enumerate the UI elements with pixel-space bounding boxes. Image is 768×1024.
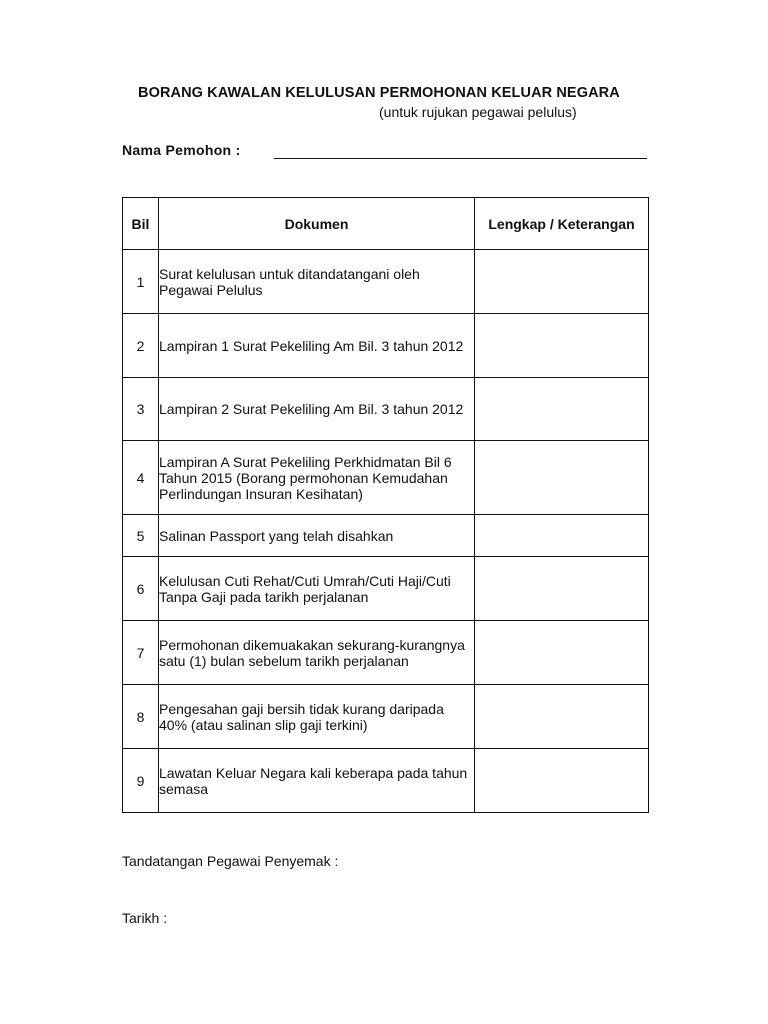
row-document: Permohonan dikemuakakan sekurang-kurangnya satu (1) bulan sebelum tarikh perjalanan [159, 621, 475, 685]
applicant-name-field[interactable] [274, 158, 647, 159]
row-document: Surat kelulusan untuk ditandatangani oleh Pegawai Pelulus [159, 250, 475, 314]
row-remarks-cell[interactable] [475, 378, 649, 441]
table-header-row [123, 198, 649, 250]
row-number: 5 [123, 515, 159, 557]
applicant-name-label: Nama Pemohon : [122, 142, 241, 158]
table-row [123, 515, 649, 557]
row-document: Lampiran 1 Surat Pekeliling Am Bil. 3 tahun 2012 [159, 314, 475, 378]
row-number: 9 [123, 749, 159, 813]
row-number: 4 [123, 441, 159, 515]
date-label: Tarikh : [122, 910, 168, 926]
row-document: Pengesahan gaji bersih tidak kurang daripada 40% (atau salinan slip gaji terkini) [159, 685, 475, 749]
row-document: Lampiran A Surat Pekeliling Perkhidmatan Bil 6 Tahun 2015 (Borang permohonan Kemudahan Perlindungan Insuran Kesihatan) [159, 441, 475, 515]
document-checklist-table [122, 197, 649, 813]
row-remarks-cell[interactable] [475, 314, 649, 378]
form-subtitle: (untuk rujukan pegawai pelulus) [379, 104, 577, 120]
row-remarks-cell[interactable] [475, 621, 649, 685]
row-number: 6 [123, 557, 159, 621]
row-remarks-cell[interactable] [475, 749, 649, 813]
row-number: 3 [123, 378, 159, 441]
row-number: 1 [123, 250, 159, 314]
row-remarks-cell[interactable] [475, 685, 649, 749]
row-document: Kelulusan Cuti Rehat/Cuti Umrah/Cuti Haji/Cuti Tanpa Gaji pada tarikh perjalanan [159, 557, 475, 621]
header-remarks: Lengkap / Keterangan [475, 198, 649, 250]
table-row [123, 749, 649, 813]
header-bil: Bil [123, 198, 159, 250]
row-document: Lampiran 2 Surat Pekeliling Am Bil. 3 tahun 2012 [159, 378, 475, 441]
table-row [123, 557, 649, 621]
row-remarks-cell[interactable] [475, 515, 649, 557]
row-document: Lawatan Keluar Negara kali keberapa pada tahun semasa [159, 749, 475, 813]
header-document: Dokumen [159, 198, 475, 250]
row-remarks-cell[interactable] [475, 557, 649, 621]
table-row [123, 314, 649, 378]
row-number: 7 [123, 621, 159, 685]
table-row [123, 685, 649, 749]
row-remarks-cell[interactable] [475, 250, 649, 314]
row-number: 8 [123, 685, 159, 749]
table-row [123, 621, 649, 685]
signature-label: Tandatangan Pegawai Penyemak : [122, 853, 339, 869]
row-number: 2 [123, 314, 159, 378]
table-row [123, 250, 649, 314]
table-row [123, 378, 649, 441]
form-title: BORANG KAWALAN KELULUSAN PERMOHONAN KELUAR NEGARA [138, 85, 620, 101]
row-document: Salinan Passport yang telah disahkan [159, 515, 475, 557]
row-remarks-cell[interactable] [475, 441, 649, 515]
table-row [123, 441, 649, 515]
